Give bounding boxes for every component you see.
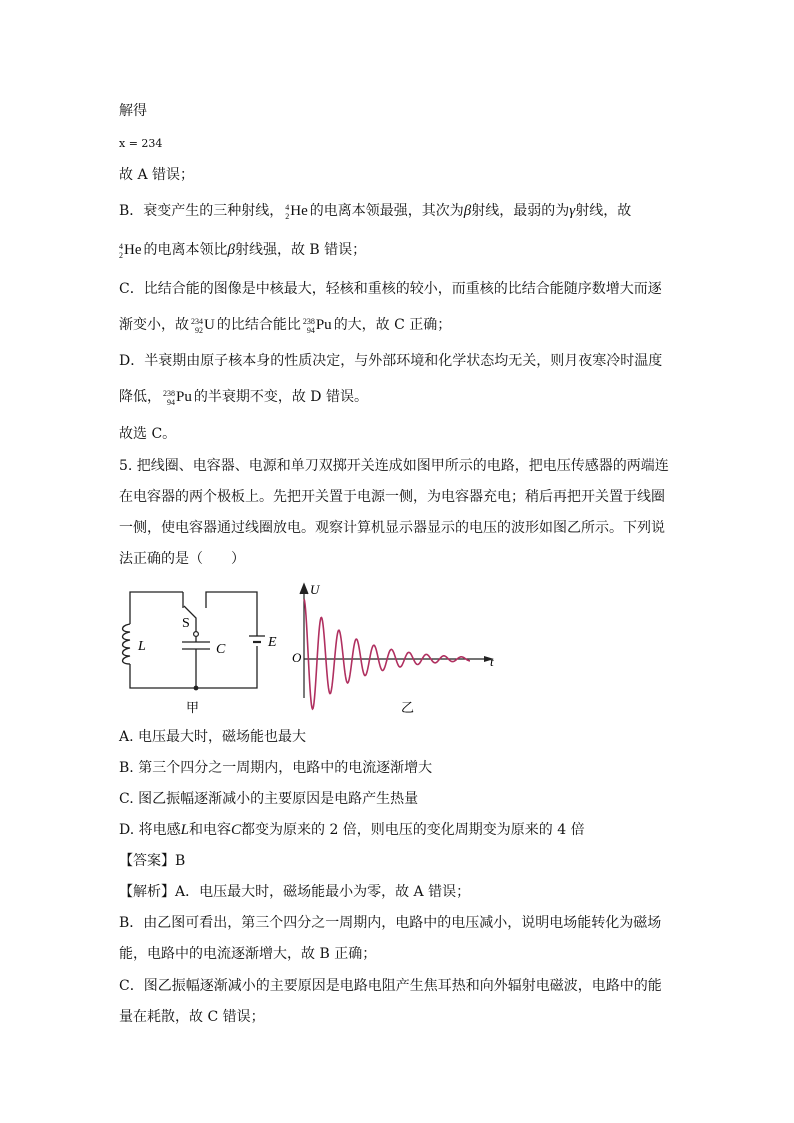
option-c: C. 图乙振幅逐渐减小的主要原因是电路产生热量	[119, 791, 419, 807]
explanation-line: 【解析】A．电压最大时，磁场能最小为零，故 A 错误；	[119, 884, 471, 900]
damped-oscillation-curve	[304, 599, 470, 709]
text-line	[119, 315, 451, 335]
text-line: D．半衰期由原子核本身的性质决定，与外部环境和化学状态均无关，则月夜寒冷时温度	[119, 353, 663, 369]
nuclide-helium: 4 2 He	[119, 241, 142, 260]
text-fragment: 的大，故 C 正确；	[333, 317, 452, 333]
origin-label: O	[292, 650, 302, 665]
nuclide-plutonium: 238 94 Pu	[302, 316, 332, 335]
question-text: 5. 把线圈、电容器、电源和单刀双掷开关连成如图甲所示的电路，把电压传感器的两端连	[119, 458, 669, 474]
inductor-label: L	[138, 639, 146, 654]
text-fragment: 的电离本领最强，其次为	[309, 203, 464, 219]
option-d	[119, 820, 585, 840]
question-text: 法正确的是（ ）	[119, 551, 245, 567]
text-line: 解得	[119, 103, 147, 119]
y-axis-label: U	[310, 582, 320, 597]
text-line: 故选 C。	[119, 426, 177, 442]
option-b: B. 第三个四分之一周期内，电路中的电流逐渐增大	[119, 760, 433, 776]
nuclide-plutonium: 238 94 Pu	[163, 388, 192, 407]
explanation-line: 能，电路中的电流逐渐增大，故 B 正确；	[119, 946, 377, 962]
text-fragment: D. 将电感	[119, 822, 181, 838]
beta-symbol: β	[227, 242, 235, 258]
text-fragment: 渐变小，故	[119, 317, 189, 333]
equation-line: x = 234	[119, 137, 163, 150]
nuclide-uranium: 234 92 U	[191, 316, 215, 335]
graph-caption: 乙	[401, 700, 415, 715]
text-fragment: B．衰变产生的三种射线，	[119, 203, 284, 219]
text-fragment: 射线，最弱的为	[471, 203, 570, 219]
circuit-diagram	[118, 578, 288, 718]
text-line	[119, 387, 368, 407]
text-line: C．比结合能的图像是中核最大，轻核和重核的较小，而重核的比结合能随序数增大而逐	[119, 281, 662, 297]
gamma-symbol: γ	[569, 203, 576, 219]
explanation-line: B．由乙图可看出，第三个四分之一周期内，电路中的电压减小，说明电场能转化为磁场	[119, 915, 662, 931]
text-fragment: 射线强，故 B 错误；	[234, 242, 367, 258]
y-axis-arrow-icon	[300, 584, 308, 594]
text-line	[119, 240, 366, 260]
option-a: A. 电压最大时，磁场能也最大	[119, 729, 307, 745]
text-fragment: 降低，	[119, 389, 161, 405]
junction-dot	[194, 686, 199, 691]
text-line	[119, 201, 631, 221]
nuclide-helium: 4 2 He	[285, 202, 308, 221]
explanation-line: C．图乙振幅逐渐减小的主要原因是电路电阻产生焦耳热和向外辐射电磁波，电路中的能	[119, 978, 662, 994]
explanation-line: 量在耗散，故 C 错误；	[119, 1009, 265, 1025]
answer-line: 【答案】B	[119, 853, 186, 869]
text-fragment: 和电容	[188, 822, 231, 838]
switch-label: S	[182, 616, 190, 631]
text-line: 故 A 错误；	[119, 167, 195, 183]
question-text: 一侧，使电容器通过线圈放电。观察计算机显示器显示的电压的波形如图乙所示。下列说	[119, 520, 665, 536]
capacitor-label: C	[216, 642, 226, 657]
x-axis-label: t	[490, 654, 494, 669]
text-fragment: 射线，故	[575, 203, 632, 219]
inductance-symbol: L	[180, 822, 189, 838]
beta-symbol: β	[463, 203, 472, 219]
text-fragment: 的半衰期不变，故 D 错误。	[193, 389, 368, 405]
text-fragment: 的电离本领比	[143, 242, 228, 258]
source-label: E	[268, 635, 277, 650]
switch-pivot	[194, 632, 199, 637]
question-text: 在电容器的两个极板上。先把开关置于电源一侧，为电容器充电；稍后再把开关置于线圈	[119, 489, 665, 505]
text-fragment: 的比结合能比	[216, 317, 301, 333]
circuit-caption: 甲	[186, 700, 200, 715]
capacitance-symbol: C	[230, 822, 241, 838]
voltage-waveform-graph	[290, 578, 505, 718]
text-fragment: 都变为原来的 2 倍，则电压的变化周期变为原来的 4 倍	[241, 822, 585, 838]
